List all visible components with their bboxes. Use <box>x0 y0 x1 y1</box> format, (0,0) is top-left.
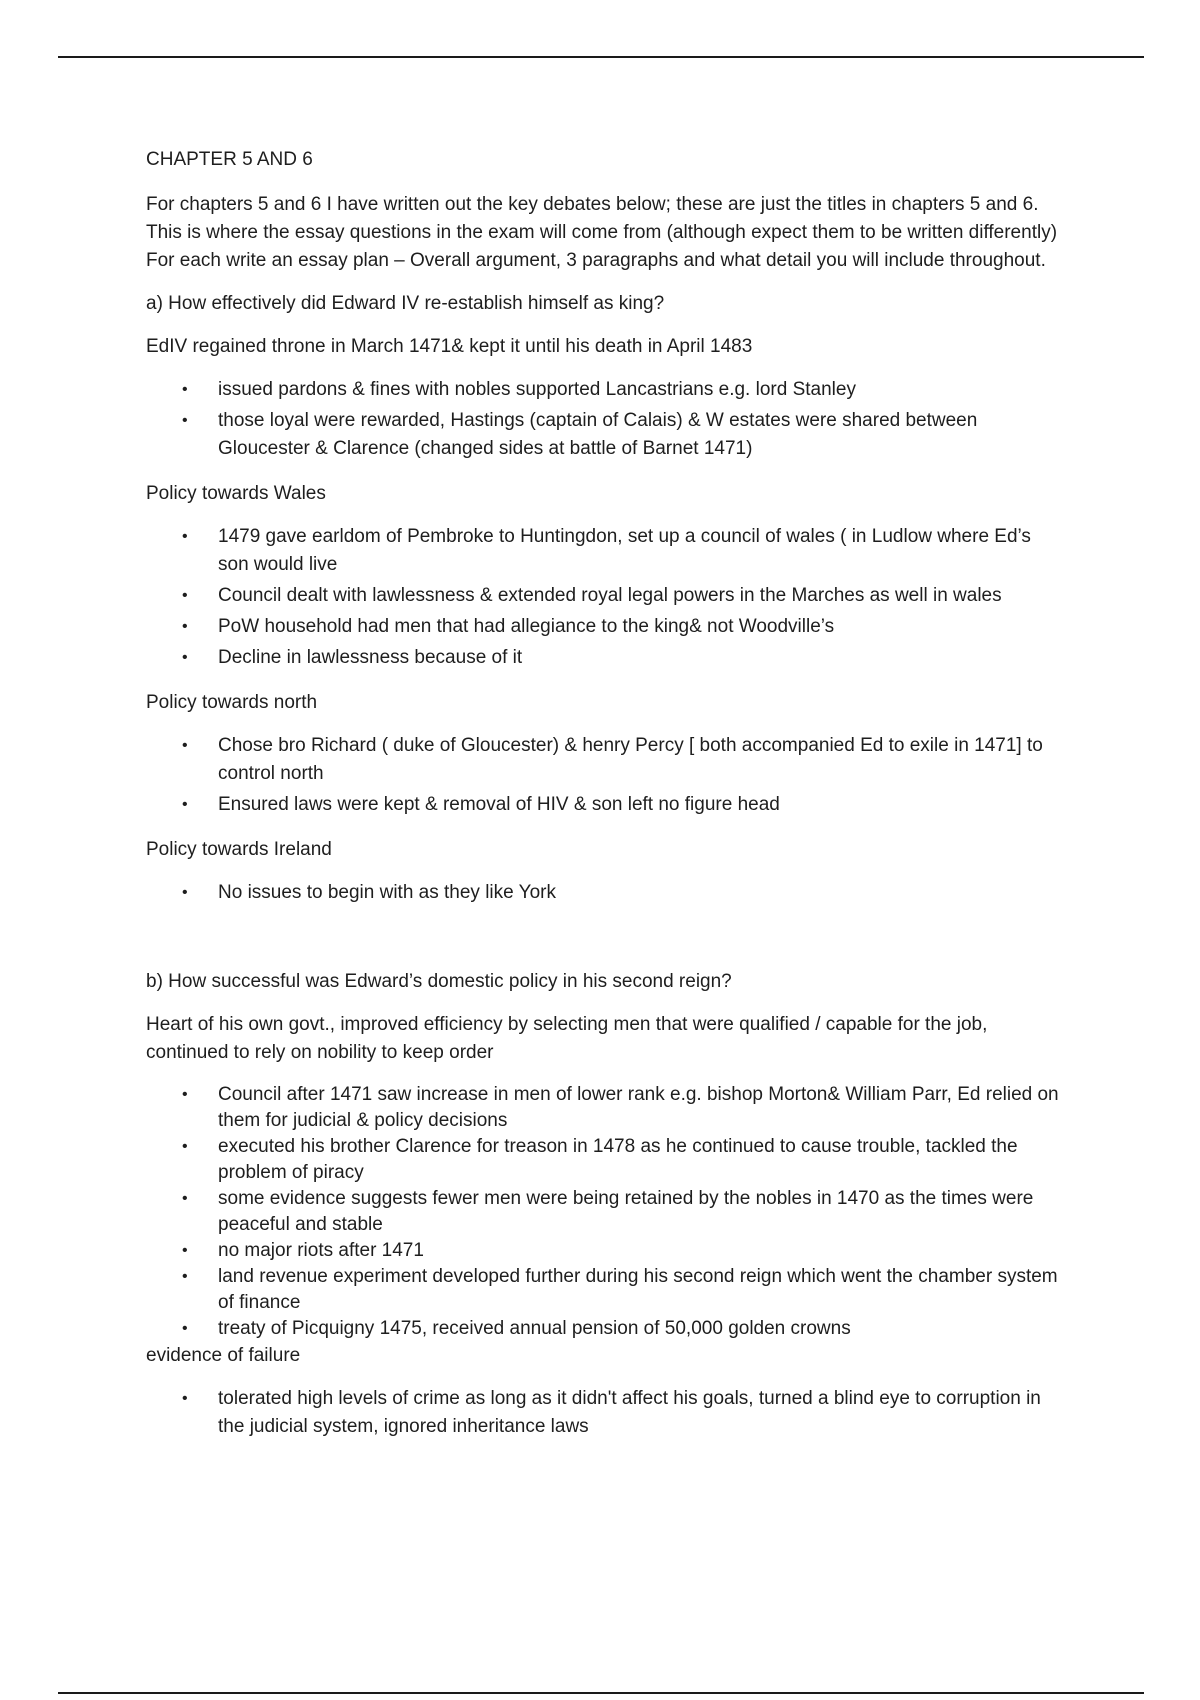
list-item: • PoW household had men that had allegiance to the king& not Woodville’s <box>146 613 1066 641</box>
list-item: • Council dealt with lawlessness & extended royal legal powers in the Marches as well in wales <box>146 582 1066 610</box>
bullet-icon: • <box>182 618 188 635</box>
section-b-bullet-list <box>146 1082 1066 1342</box>
section-a-question: a) How effectively did Edward IV re-establish himself as king? <box>146 293 665 314</box>
list-item: • Council after 1471 saw increase in men of lower rank e.g. bishop Morton& William Parr, Ed relied on them for judicial & policy decisions <box>182 1084 1059 1131</box>
list-item: • Ensured laws were kept & removal of HIV & son left no figure head <box>146 791 1066 819</box>
section-a-bullet-list <box>146 376 1066 463</box>
list-item: • executed his brother Clarence for treason in 1478 as he continued to cause trouble, tackled the problem of piracy <box>182 1136 1018 1183</box>
wales-bullet-list <box>146 523 1066 672</box>
list-item: • issued pardons & fines with nobles supported Lancastrians e.g. lord Stanley <box>146 376 1066 404</box>
list-item: • those loyal were rewarded, Hastings (captain of Calais) & W estates were shared between Gloucester & Clarence (changed sides at battle of Barnet 1471) <box>146 407 1066 463</box>
ireland-heading: Policy towards Ireland <box>146 839 332 860</box>
list-item: • 1479 gave earldom of Pembroke to Huntingdon, set up a council of wales ( in Ludlow where Ed’s son would live <box>146 523 1066 579</box>
bullet-icon: • <box>182 381 188 398</box>
bullet-icon: • <box>182 1320 188 1337</box>
bullet-icon: • <box>182 1390 188 1407</box>
bullet-icon: • <box>182 649 188 666</box>
bullet-icon: • <box>182 1190 188 1207</box>
list-item: • No issues to begin with as they like York <box>146 879 1066 907</box>
bullet-icon: • <box>182 1268 188 1285</box>
document-body <box>146 146 1066 1458</box>
ireland-bullet-list <box>146 879 1066 907</box>
page-title: CHAPTER 5 AND 6 <box>146 149 313 170</box>
list-item: • treaty of Picquigny 1475, received annual pension of 50,000 golden crowns <box>146 1316 1066 1342</box>
bullet-icon: • <box>182 1086 188 1103</box>
bottom-rule <box>58 1692 1144 1694</box>
list-item: • no major riots after 1471 <box>146 1238 1066 1264</box>
top-rule <box>58 56 1144 58</box>
bullet-icon: • <box>182 737 188 754</box>
list-item: • Decline in lawlessness because of it <box>146 644 1066 672</box>
bullet-icon: • <box>182 884 188 901</box>
bullet-icon: • <box>182 412 188 429</box>
section-spacer <box>146 924 1066 968</box>
intro-paragraph: For chapters 5 and 6 I have written out the key debates below; these are just the titles in chapters 5 and 6. This is where the essay questions in the exam will come from (although expect them to be written differently) For each write an essay plan – Overall argument, 3 paragraphs and what detail you will include throughout. <box>146 194 1058 271</box>
bullet-icon: • <box>182 528 188 545</box>
list-item: • some evidence suggests fewer men were being retained by the nobles in 1470 as the times were peaceful and stable <box>182 1188 1034 1235</box>
north-bullet-list <box>146 732 1066 819</box>
section-b-question: b) How successful was Edward’s domestic policy in his second reign? <box>146 971 732 992</box>
failure-bullet-list <box>146 1385 1066 1441</box>
bullet-icon: • <box>182 1242 188 1259</box>
section-a-summary: EdIV regained throne in March 1471& kept it until his death in April 1483 <box>146 336 753 357</box>
wales-heading: Policy towards Wales <box>146 483 326 504</box>
bullet-icon: • <box>182 1138 188 1155</box>
list-item: • tolerated high levels of crime as long as it didn't affect his goals, turned a blind eye to corruption in the judicial system, ignored inheritance laws <box>146 1385 1066 1441</box>
failure-heading: evidence of failure <box>146 1345 301 1366</box>
bullet-icon: • <box>182 796 188 813</box>
list-item: • Chose bro Richard ( duke of Gloucester) & henry Percy [ both accompanied Ed to exile in 1471] to control north <box>146 732 1066 788</box>
list-item: • land revenue experiment developed further during his second reign which went the chamber system of finance <box>182 1266 1058 1313</box>
north-heading: Policy towards north <box>146 692 318 713</box>
section-b-summary: Heart of his own govt., improved efficiency by selecting men that were qualified / capable for the job, continued to rely on nobility to keep order <box>146 1014 988 1063</box>
bullet-icon: • <box>182 587 188 604</box>
